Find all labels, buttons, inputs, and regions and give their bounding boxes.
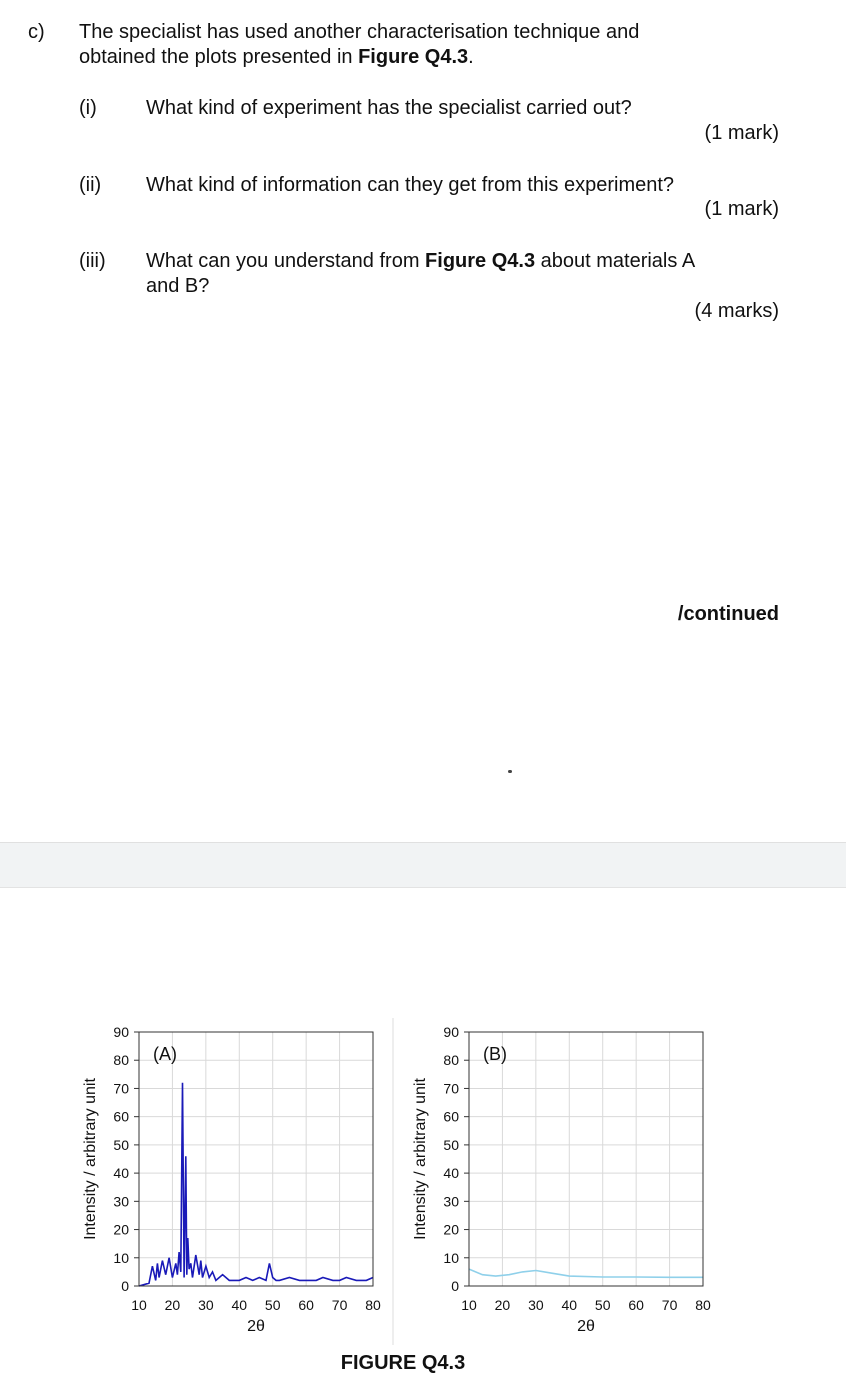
x-tick-label: 20 xyxy=(164,1297,181,1313)
x-tick-label: 30 xyxy=(528,1297,544,1313)
part-iii-marks: (4 marks) xyxy=(694,300,779,322)
part-iii-line1 xyxy=(146,249,786,274)
page-break-bar xyxy=(0,842,846,888)
intro-end: . xyxy=(468,46,474,68)
x-tick-label: 70 xyxy=(661,1297,678,1313)
x-tick-label: 50 xyxy=(264,1297,281,1313)
y-tick-label: 80 xyxy=(113,1052,129,1069)
question-intro-line1: The specialist has used another characterisation technique and xyxy=(79,21,640,43)
x-tick-label: 10 xyxy=(131,1297,147,1313)
x-tick-label: 20 xyxy=(494,1297,511,1313)
question-intro-line2 xyxy=(79,45,779,70)
figure-q4-3 xyxy=(0,1010,846,1386)
y-tick-label: 70 xyxy=(443,1080,459,1097)
intro-text: obtained the plots presented in xyxy=(79,46,359,68)
y-tick-label: 20 xyxy=(113,1221,129,1238)
x-tick-label: 60 xyxy=(298,1297,314,1313)
plot-frame-a xyxy=(139,1032,373,1286)
y-tick-label: 50 xyxy=(113,1136,129,1153)
y-tick-label: 10 xyxy=(443,1249,459,1266)
y-tick-label: 30 xyxy=(443,1193,459,1210)
part-i-marks: (1 mark) xyxy=(704,122,779,144)
panel-label-b: (B) xyxy=(483,1044,507,1064)
figure-ref: Figure Q4.3 xyxy=(358,46,469,68)
y-tick-label: 80 xyxy=(443,1052,459,1069)
y-tick-label: 0 xyxy=(121,1278,129,1294)
y-tick-label: 40 xyxy=(113,1165,129,1182)
x-tick-label: 50 xyxy=(594,1297,611,1313)
part-ii-marks: (1 mark) xyxy=(704,198,779,220)
y-tick-label: 30 xyxy=(113,1193,129,1210)
part-iii-pre: What can you understand from xyxy=(146,250,426,272)
y-tick-label: 40 xyxy=(443,1165,459,1182)
plot-frame-b xyxy=(469,1032,703,1286)
part-ii-text: What kind of information can they get from this experiment? xyxy=(146,174,675,196)
y-tick-label: 20 xyxy=(443,1221,459,1238)
y-tick-label: 90 xyxy=(443,1024,459,1040)
y-axis-title-b: Intensity / arbitrary unit xyxy=(412,1078,429,1240)
part-iii-number: (iii) xyxy=(79,250,106,272)
part-ii-number: (ii) xyxy=(79,174,102,196)
y-tick-label: 90 xyxy=(113,1024,129,1040)
y-axis-title-a: Intensity / arbitrary unit xyxy=(82,1078,99,1240)
question-intro xyxy=(79,20,779,70)
x-tick-label: 30 xyxy=(198,1297,214,1313)
y-ticks-a xyxy=(113,1024,139,1294)
y-tick-label: 60 xyxy=(113,1108,129,1125)
part-iii-text xyxy=(146,249,786,299)
part-i-number: (i) xyxy=(79,97,97,119)
part-i-text: What kind of experiment has the specialist carried out? xyxy=(146,97,632,119)
series-line-a xyxy=(139,1083,373,1286)
y-tick-label: 10 xyxy=(113,1249,129,1266)
y-tick-label: 0 xyxy=(451,1278,459,1294)
part-iii-line2: and B? xyxy=(146,275,210,297)
scan-speck xyxy=(508,770,512,773)
grid-a xyxy=(139,1032,373,1286)
x-ticks-a xyxy=(131,1297,381,1313)
x-tick-label: 10 xyxy=(461,1297,477,1313)
x-tick-label: 40 xyxy=(561,1297,578,1313)
y-tick-label: 50 xyxy=(443,1136,459,1153)
x-tick-label: 70 xyxy=(331,1297,348,1313)
x-ticks-b xyxy=(461,1297,711,1313)
series-line-b xyxy=(469,1269,703,1277)
x-axis-title-a: 2θ xyxy=(247,1318,265,1335)
continued-label: /continued xyxy=(677,603,779,625)
y-tick-label: 70 xyxy=(113,1080,129,1097)
panel-label-a: (A) xyxy=(153,1044,177,1064)
y-tick-label: 60 xyxy=(443,1108,459,1125)
chart-b xyxy=(412,1024,711,1335)
part-iii-post: about materials A xyxy=(535,250,696,272)
part-iii-figure-ref: Figure Q4.3 xyxy=(425,250,536,272)
y-ticks-b xyxy=(443,1024,469,1294)
x-tick-label: 80 xyxy=(365,1297,381,1313)
chart-a xyxy=(82,1024,381,1335)
grid-b xyxy=(469,1032,703,1286)
x-tick-label: 60 xyxy=(628,1297,644,1313)
x-axis-title-b: 2θ xyxy=(577,1318,595,1335)
x-tick-label: 80 xyxy=(695,1297,711,1313)
question-label: c) xyxy=(28,21,45,43)
figure-caption: FIGURE Q4.3 xyxy=(340,1352,466,1374)
x-tick-label: 40 xyxy=(231,1297,248,1313)
